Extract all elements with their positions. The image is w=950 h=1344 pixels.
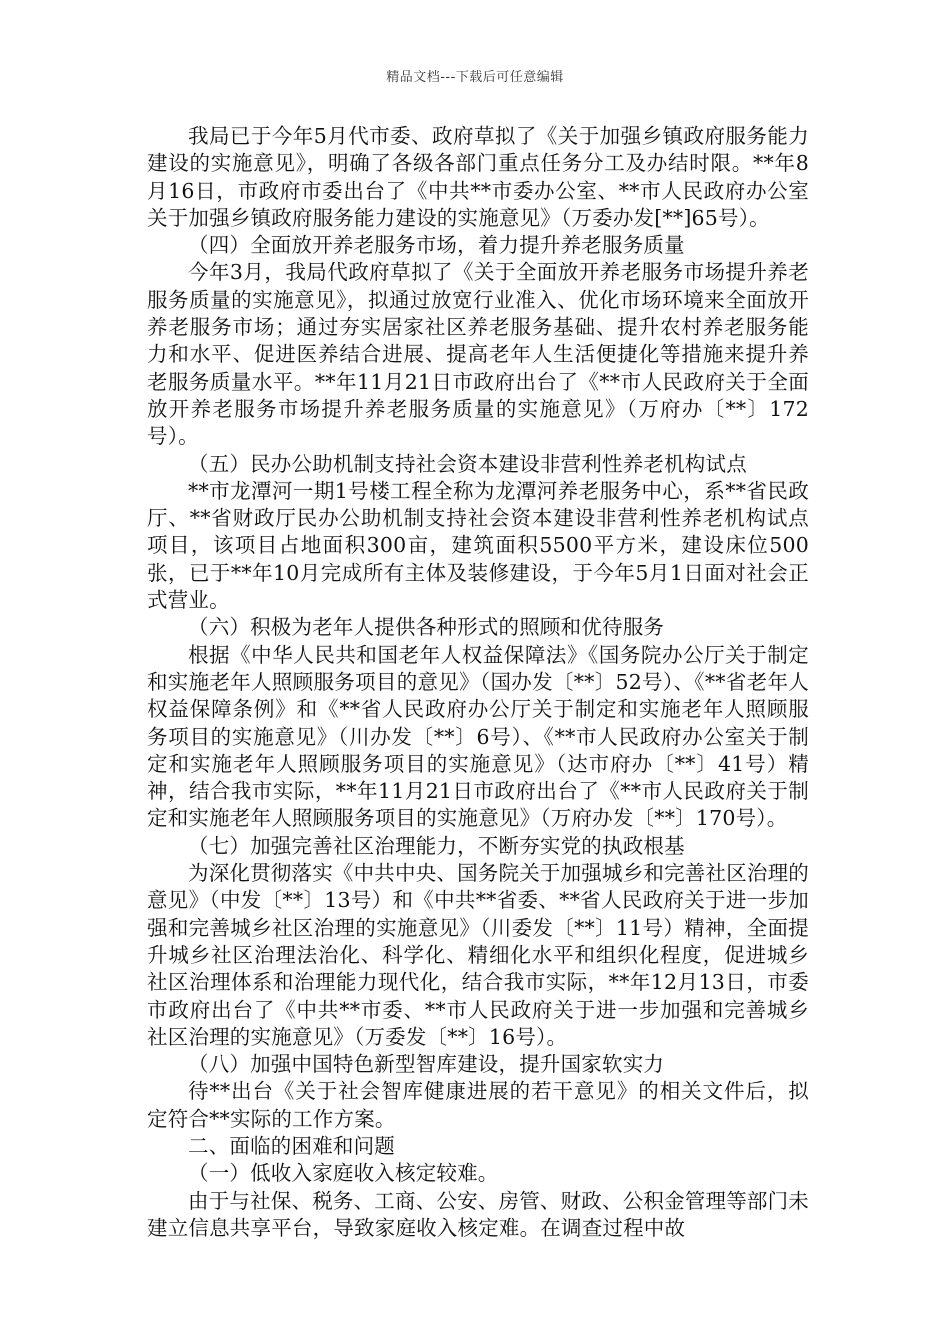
document-body [147, 123, 809, 1242]
paragraph: 今年3月，我局代政府草拟了《关于全面放开养老服务市场提升养老服务质量的实施意见》，拟通过放宽行业准入、优化市场环境来全面放开养老服务市场；通过夯实居家社区养老服务基础、提升农村养老服务能力和水平、促进医养结合进展、提高老年人生活便捷化等措施来提升养老服务质量水平。**年11月21日市政府出台了《**市人民政府关于全面放开养老服务市场提升养老服务质量的实施意见》（万府办〔**〕172号）。 [147, 260, 809, 449]
section-heading: （六）积极为老年人提供各种形式的照顾和优待服务 [188, 615, 665, 640]
paragraph: **市龙潭河一期1号楼工程全称为龙潭河养老服务中心，系**省民政厅、**省财政厅民办公助机制支持社会资本建设非营利性养老机构试点项目，该项目占地面积300亩，建筑面积5500平方米，建设床位500张，已于**年10月完成所有主体及装修建设，于今年5月1日面对社会正式营业。 [147, 478, 809, 613]
page-header: 精品文档---下载后可任意编辑 [386, 70, 564, 85]
paragraph: 待**出台《关于社会智库健康进展的若干意见》的相关文件后，拟定符合**实际的工作方案。 [147, 1079, 809, 1131]
section-heading: （五）民办公助机制支持社会资本建设非营利性养老机构试点 [188, 451, 747, 476]
chapter-heading: 二、面临的困难和问题 [188, 1133, 395, 1158]
paragraph: 由于与社保、税务、工商、公安、房管、财政、公积金管理等部门未建立信息共享平台，导致家庭收入核定难。在调查过程中故 [147, 1188, 809, 1240]
paragraph: 我局已于今年5月代市委、政府草拟了《关于加强乡镇政府服务能力建设的实施意见》，明确了各级各部门重点任务分工及办结时限。**年8月16日，市政府市委出台了《中共**市委办公室、**市人民政府办公室关于加强乡镇政府服务能力建设的实施意见》（万委办发[**]65号）。 [147, 124, 809, 230]
section-heading: （四）全面放开养老服务市场，着力提升养老服务质量 [188, 233, 685, 258]
paragraph: 为深化贯彻落实《中共中央、国务院关于加强城乡和完善社区治理的意见》（中发〔**〕13号）和《中共**省委、**省人民政府关于进一步加强和完善城乡社区治理的实施意见》（川委发〔**〕11号）精神，全面提升城乡社区治理法治化、科学化、精细化水平和组织化程度，促进城乡社区治理体系和治理能力现代化，结合我市实际，**年12月13日，市委市政府出台了《中共**市委、**市人民政府关于进一步加强和完善城乡社区治理的实施意见》（万委发〔**〕16号）。 [147, 861, 809, 1049]
section-heading: （七）加强完善社区治理能力，不断夯实党的执政根基 [188, 833, 685, 858]
section-heading: （一）低收入家庭收入核定较难。 [188, 1161, 499, 1186]
section-heading: （八）加强中国特色新型智库建设，提升国家软实力 [188, 1052, 665, 1077]
paragraph: 根据《中华人民共和国老年人权益保障法》《国务院办公厅关于制定和实施老年人照顾服务项目的意见》（国办发〔**〕52号）、《**省老年人权益保障条例》和《**省人民政府办公厅关于制定和实施老年人照顾服务项目的实施意见》（川办发〔**〕6号）、《**市人民政府办公室关于制定和实施老年人照顾服务项目的实施意见》（达市府办〔**〕41号）精神，结合我市实际，**年11月21日市政府出台了《**市人民政府关于制定和实施老年人照顾服务项目的实施意见》（万府办发〔**〕170号）。 [147, 642, 809, 831]
